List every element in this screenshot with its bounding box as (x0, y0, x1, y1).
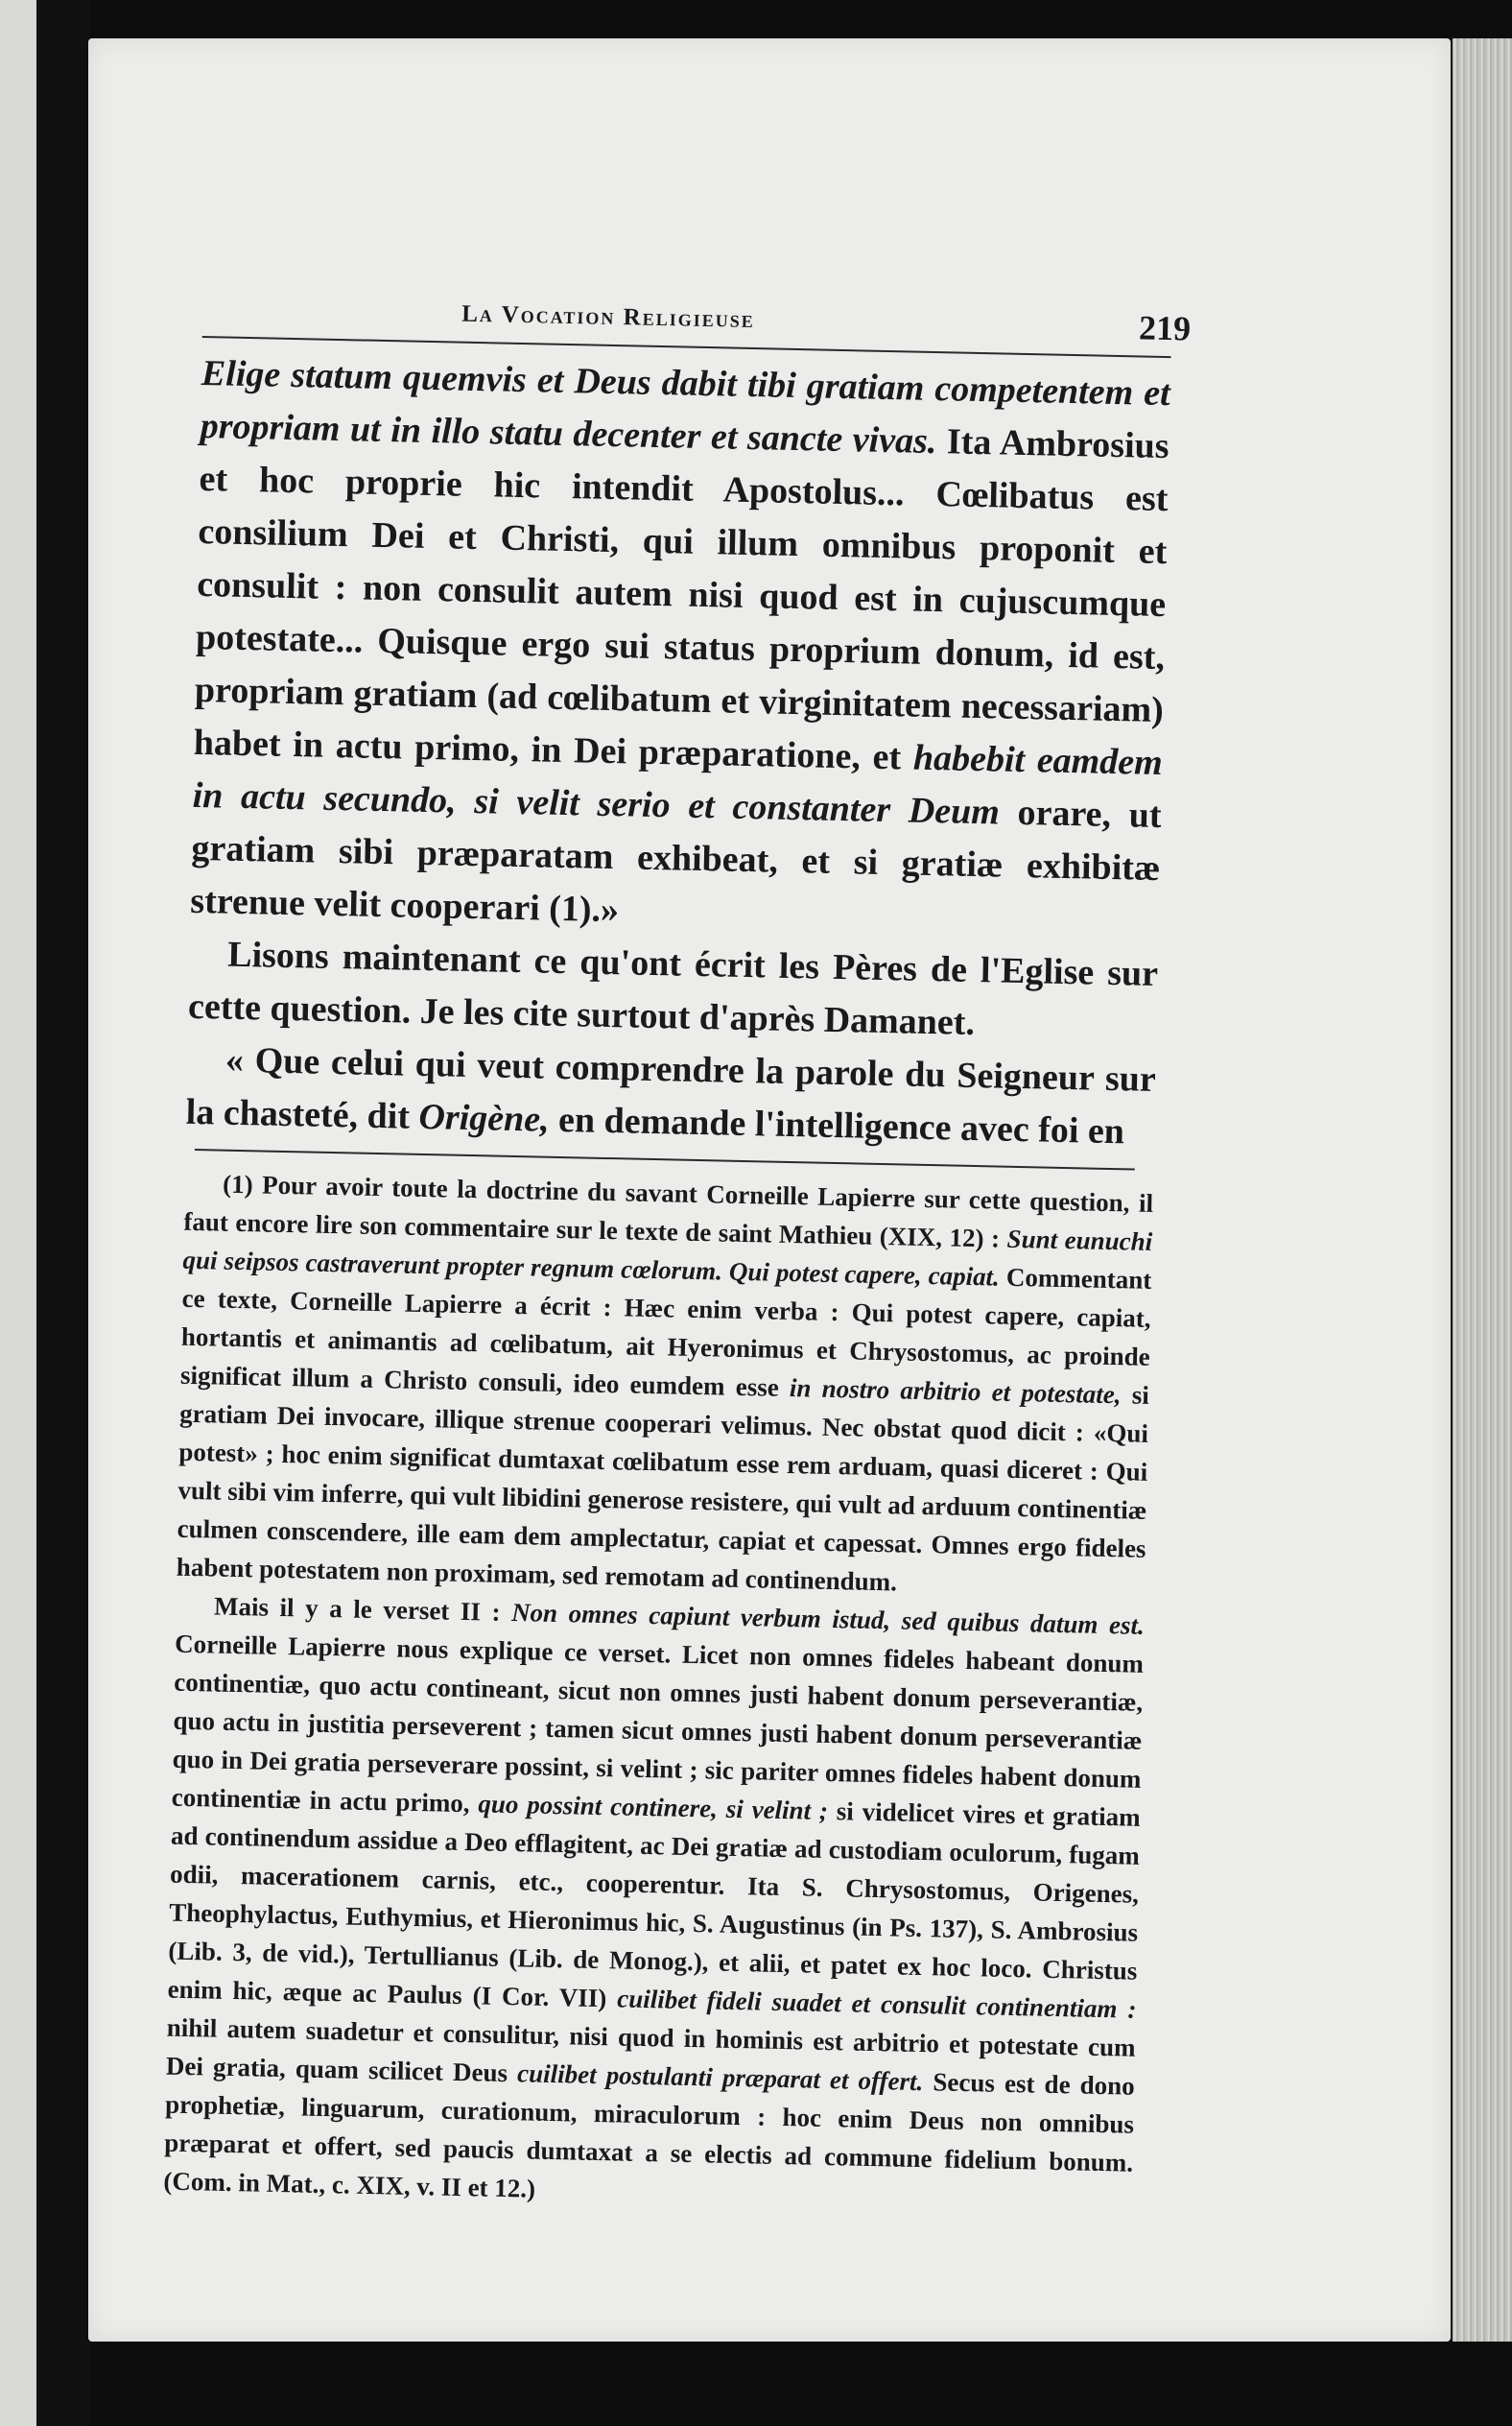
book-gutter (36, 0, 89, 2426)
italic-span: in nostro arbitrio et potestate, (789, 1373, 1122, 1410)
text-span: Ita Ambrosius et hoc proprie hic intendit Apostolus... Cœlibatus est consilium Dei et Christi, qui illum omnibus proponit et consulit : non consulit autem nisi quod est in cujuscumque potestate... Quisque ergo sui status proprium donum, id est, propriam gratiam (ad cœlibatum et virginitatem necessariam) habet in actu primo, in Dei præparatione, et (193, 421, 1169, 778)
text-span: Commentant ce texte, Corneille Lapierre a écrit : Hæc enim verba : Qui potest capere, capiat, hortantis et animantis ad cœlibatum, ait Hyeronimus et Chrysostomus, ac proinde significat illum a Christo consuli, ideo eumdem esse (179, 1262, 1152, 1403)
book-page (88, 38, 1451, 2342)
page-content (163, 278, 1192, 2221)
italic-span: Origène, (418, 1096, 551, 1140)
text-span: Mais il y a le verset II : (213, 1591, 512, 1628)
main-text (185, 347, 1170, 1159)
italic-span: Sunt eunuchi qui seipsos castraverunt propter regnum cœlorum. Qui potest capere, capiat. (182, 1224, 1153, 1292)
italic-span: cuilibet postulanti præparat et offert. (516, 2058, 924, 2097)
running-header (202, 278, 1192, 358)
footnotes (163, 1164, 1153, 2221)
left-page-edge (0, 0, 36, 2426)
page-number: 219 (1138, 308, 1192, 348)
running-title: La Vocation Religieuse (461, 300, 756, 334)
italic-span: cuilibet fideli suadet et consulit continentiam : (616, 1984, 1137, 2024)
text-span: en demande l'intelligence avec foi en (549, 1099, 1125, 1153)
text-span: (1) Pour avoir toute la doctrine du savant Corneille Lapierre sur cette question, il faut encore lire son commentaire sur le texte de saint Mathieu (XIX, 12) : (183, 1169, 1154, 1253)
footnote-1 (176, 1164, 1153, 1606)
text-span: si gratiam Dei invocare, illique strenue cooperari velimus. Nec obstat quod dicit : «Qui potest» ; hoc enim significat dumtaxat cœlibatum esse rem arduam, quasi diceret : Qui vult sibi vim inferre, qui vult libidini generose resistere, qui vult ad arduum continentiæ culmen conscendere, ille eam dem amplectatur, capiat et capessat. Omnes ergo fideles habent potestatem non proximam, sed remotam ad continendum. (176, 1380, 1150, 1597)
text-span: « Que celui qui veut comprendre la parole du Seigneur sur la chasteté, dit (185, 1039, 1157, 1137)
paragraph-latin-quote (190, 347, 1170, 948)
text-span: Corneille Lapierre nous explique ce verset. Licet non omnes fideles habeant donum continentiæ, quo actu contineant, sicut non omnes justi habent donum perseverantiæ, quo actu in justitia perseverent ; tamen sicut omnes justi habent donum perseverantiæ quo in Dei gratia perseverare possint, si velint ; sic pariter omnes fideles habent donum continentiæ in actu primo, (171, 1629, 1145, 1819)
text-span: si videlicet vires et gratiam ad continendum assidue a Deo efflagitent, ac Dei gratiæ ad custodiam oculorum, fugam odii, macerationem carnis, etc., cooperentur. Ita S. Chrysostomus, Origenes, Theophylactus, Euthymius, et Hieronimus hic, S. Augustinus (in Ps. 137), S. Ambrosius (Lib. 3, de vid.), Tertullianus (Lib. de Monog.), et alii, et patet ex hoc loco. Christus enim hic, æque ac Paulus (I Cor. VII) (167, 1796, 1141, 2013)
text-span: nihil autem suadetur et consulitur, nisi quod in hominis est arbitrio et potestate cum Dei gratia, quam scilicet Deus (165, 2012, 1136, 2088)
italic-span: Elige statum quemvis et Deus dabit tibi gratiam competentem et propriam ut in illo statu decenter et sancte vivas. (200, 352, 1171, 463)
page-stack-edge (1453, 38, 1512, 2342)
italic-span: Non omnes capiunt verbum istud, sed quibus datum est. (510, 1598, 1146, 1640)
paragraph-origene (185, 1034, 1156, 1159)
italic-span: habebit eamdem in actu secundo, si velit serio et constanter Deum (192, 737, 1164, 833)
text-span: orare, ut gratiam sibi præparatam exhibeat, et si gratiæ exhibitæ strenue velit cooperari (1).» (189, 792, 1162, 931)
text-span: Secus est de dono prophetiæ, linguarum, curationum, miraculorum : hoc enim Deus non omnibus præparat et offert, sed paucis dumtaxat a se electis ad commune fidelium bonum. (Com. in Mat., c. XIX, v. II et 12.) (163, 2067, 1136, 2203)
paragraph-lisons: Lisons maintenant ce qu'ont écrit les Pères de l'Eglise sur cette question. Je les cite surtout d'après Damanet. (187, 934, 1159, 1044)
italic-span: quo possint continere, si velint ; (478, 1789, 829, 1825)
footnote-continuation (163, 1586, 1145, 2221)
